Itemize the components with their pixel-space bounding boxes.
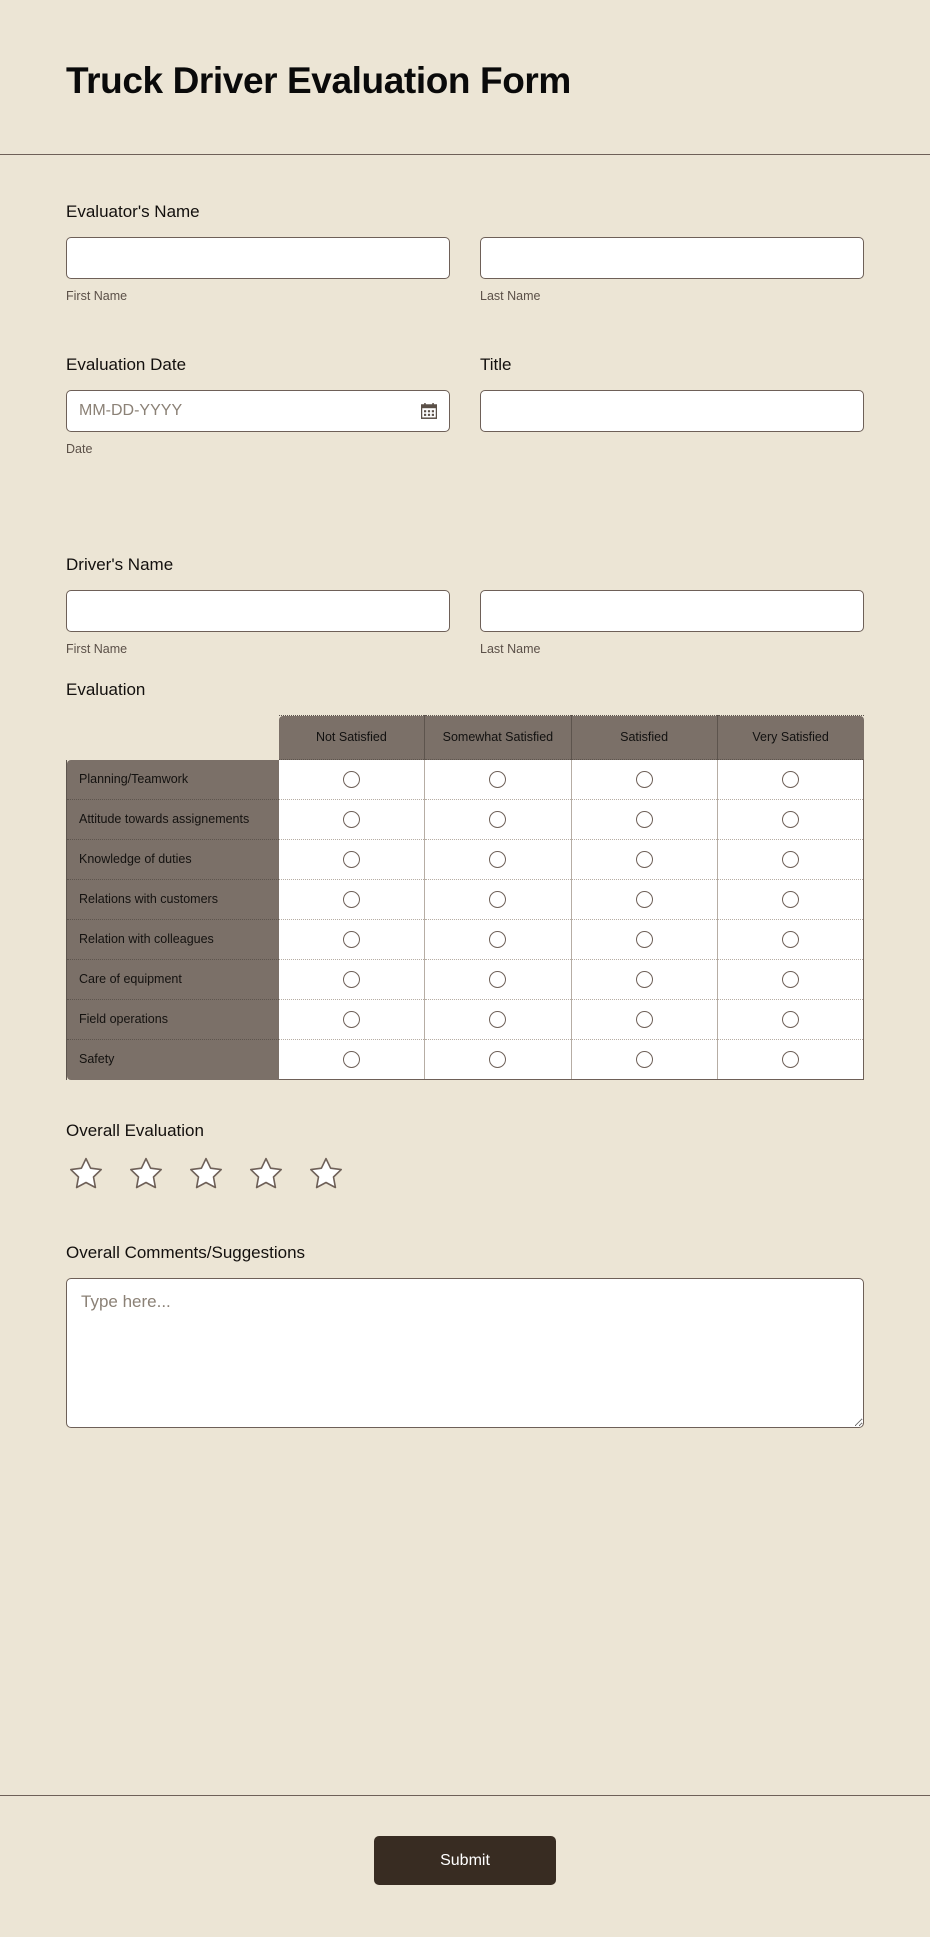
evaluation-cell[interactable]: [425, 960, 571, 1000]
radio-button[interactable]: [343, 851, 360, 868]
title-input[interactable]: [480, 390, 864, 432]
date-title-group: [66, 354, 864, 457]
evaluation-date-label: Evaluation Date: [66, 355, 187, 375]
evaluation-date-col: [66, 354, 450, 457]
comments-textarea[interactable]: [66, 1278, 864, 1428]
driver-first-name-col: [66, 590, 450, 657]
evaluation-row-label: Field operations: [67, 1000, 279, 1040]
radio-button[interactable]: [636, 771, 653, 788]
radio-button[interactable]: [489, 1051, 506, 1068]
evaluation-date-sublabel: Date: [66, 442, 93, 457]
radio-button[interactable]: [782, 891, 799, 908]
star-icon[interactable]: [68, 1156, 104, 1192]
radio-button[interactable]: [782, 971, 799, 988]
radio-button[interactable]: [343, 931, 360, 948]
star-icon[interactable]: [308, 1156, 344, 1192]
evaluator-last-name-sublabel: Last Name: [480, 289, 541, 304]
evaluation-cell[interactable]: [425, 800, 571, 840]
radio-button[interactable]: [636, 851, 653, 868]
spacer: [66, 468, 864, 554]
evaluation-cell[interactable]: [717, 920, 863, 960]
evaluation-cell[interactable]: [425, 1000, 571, 1040]
evaluation-row-label: Planning/Teamwork: [67, 760, 279, 800]
evaluation-cell[interactable]: [717, 760, 863, 800]
evaluation-cell[interactable]: [279, 880, 425, 920]
evaluation-cell[interactable]: [279, 800, 425, 840]
evaluation-cell[interactable]: [717, 960, 863, 1000]
table-row: [67, 760, 864, 800]
evaluation-cell[interactable]: [571, 800, 717, 840]
evaluation-cell[interactable]: [571, 960, 717, 1000]
evaluation-cell[interactable]: [717, 1040, 863, 1080]
evaluation-matrix-table: [66, 715, 864, 1080]
radio-button[interactable]: [782, 811, 799, 828]
table-row: [67, 960, 864, 1000]
radio-button[interactable]: [636, 931, 653, 948]
evaluation-cell[interactable]: [425, 880, 571, 920]
evaluation-column-header: Satisfied: [571, 716, 717, 760]
evaluation-table-head: [67, 716, 864, 760]
submit-button[interactable]: Submit: [374, 1836, 556, 1885]
radio-button[interactable]: [636, 1051, 653, 1068]
form-body: [0, 155, 930, 1757]
driver-last-name-col: [480, 590, 864, 657]
evaluation-cell[interactable]: [571, 840, 717, 880]
evaluator-first-name-input[interactable]: [66, 237, 450, 279]
evaluation-column-header: Not Satisfied: [279, 716, 425, 760]
driver-last-name-sublabel: Last Name: [480, 641, 541, 656]
comments-group: [66, 1242, 864, 1433]
driver-first-name-input[interactable]: [66, 590, 450, 632]
radio-button[interactable]: [343, 971, 360, 988]
radio-button[interactable]: [636, 891, 653, 908]
evaluation-date-input[interactable]: [66, 390, 450, 432]
evaluation-cell[interactable]: [425, 840, 571, 880]
star-rating[interactable]: [66, 1156, 864, 1192]
evaluation-cell[interactable]: [571, 1040, 717, 1080]
radio-button[interactable]: [489, 931, 506, 948]
evaluation-cell[interactable]: [425, 1040, 571, 1080]
evaluation-cell[interactable]: [425, 760, 571, 800]
radio-button[interactable]: [782, 771, 799, 788]
overall-evaluation-label: Overall Evaluation: [66, 1121, 204, 1141]
radio-button[interactable]: [782, 1011, 799, 1028]
evaluation-cell[interactable]: [279, 760, 425, 800]
evaluation-cell[interactable]: [717, 800, 863, 840]
evaluator-last-name-input[interactable]: [480, 237, 864, 279]
table-row: [67, 840, 864, 880]
evaluator-last-name-col: [480, 237, 864, 304]
table-row: [67, 1040, 864, 1080]
driver-first-name-sublabel: First Name: [66, 641, 128, 656]
spacer: [66, 1080, 864, 1120]
evaluation-row-label: Relation with colleagues: [67, 920, 279, 960]
title-label: Title: [480, 355, 512, 375]
evaluation-row-label: Care of equipment: [67, 960, 279, 1000]
star-icon[interactable]: [128, 1156, 164, 1192]
evaluator-first-name-sublabel: First Name: [66, 289, 128, 304]
evaluation-cell[interactable]: [571, 880, 717, 920]
radio-button[interactable]: [343, 1051, 360, 1068]
radio-button[interactable]: [343, 1011, 360, 1028]
radio-button[interactable]: [782, 1051, 799, 1068]
evaluation-row-label: Attitude towards assignements: [67, 800, 279, 840]
star-icon[interactable]: [188, 1156, 224, 1192]
evaluation-cell[interactable]: [717, 880, 863, 920]
spacer: [66, 314, 864, 354]
table-row: [67, 920, 864, 960]
radio-button[interactable]: [489, 851, 506, 868]
radio-button[interactable]: [489, 811, 506, 828]
evaluation-table-corner: [67, 716, 279, 760]
table-row: [67, 1000, 864, 1040]
form-header: [0, 0, 930, 155]
table-row: [67, 800, 864, 840]
evaluation-header-row: [67, 716, 864, 760]
evaluation-cell[interactable]: [279, 1000, 425, 1040]
evaluation-cell[interactable]: [717, 1000, 863, 1040]
evaluation-row-label: Relations with customers: [67, 880, 279, 920]
radio-button[interactable]: [343, 811, 360, 828]
title-col: [480, 354, 864, 457]
radio-button[interactable]: [343, 891, 360, 908]
table-row: [67, 880, 864, 920]
evaluation-group: [66, 679, 864, 1080]
evaluation-column-header: Very Satisfied: [717, 716, 863, 760]
driver-name-group: [66, 554, 864, 657]
radio-button[interactable]: [636, 811, 653, 828]
evaluation-cell[interactable]: [571, 1000, 717, 1040]
star-icon[interactable]: [248, 1156, 284, 1192]
radio-button[interactable]: [489, 1011, 506, 1028]
evaluation-label: Evaluation: [66, 680, 146, 700]
driver-name-label: Driver's Name: [66, 554, 174, 574]
evaluation-cell[interactable]: [425, 920, 571, 960]
radio-button[interactable]: [343, 771, 360, 788]
evaluation-cell[interactable]: [571, 760, 717, 800]
evaluation-cell[interactable]: [571, 920, 717, 960]
evaluation-cell[interactable]: [717, 840, 863, 880]
evaluation-cell[interactable]: [279, 1040, 425, 1080]
radio-button[interactable]: [489, 771, 506, 788]
radio-button[interactable]: [636, 971, 653, 988]
radio-button[interactable]: [489, 971, 506, 988]
comments-label: Overall Comments/Suggestions: [66, 1243, 306, 1263]
evaluation-cell[interactable]: [279, 920, 425, 960]
evaluation-cell[interactable]: [279, 840, 425, 880]
form-footer: [0, 1795, 930, 1937]
evaluation-row-label: Safety: [67, 1040, 279, 1080]
evaluation-row-label: Knowledge of duties: [67, 840, 279, 880]
radio-button[interactable]: [636, 1011, 653, 1028]
evaluator-name-label: Evaluator's Name: [66, 202, 200, 221]
evaluator-first-name-col: [66, 237, 450, 304]
driver-last-name-input[interactable]: [480, 590, 864, 632]
radio-button[interactable]: [782, 851, 799, 868]
page-title: Truck Driver Evaluation Form: [66, 59, 571, 101]
radio-button[interactable]: [489, 891, 506, 908]
evaluation-cell[interactable]: [279, 960, 425, 1000]
radio-button[interactable]: [782, 931, 799, 948]
spacer: [66, 1202, 864, 1242]
evaluation-table-body: [67, 760, 864, 1080]
overall-evaluation-group: [66, 1120, 864, 1192]
evaluation-column-header: Somewhat Satisfied: [425, 716, 571, 760]
evaluator-name-group: [66, 201, 864, 304]
